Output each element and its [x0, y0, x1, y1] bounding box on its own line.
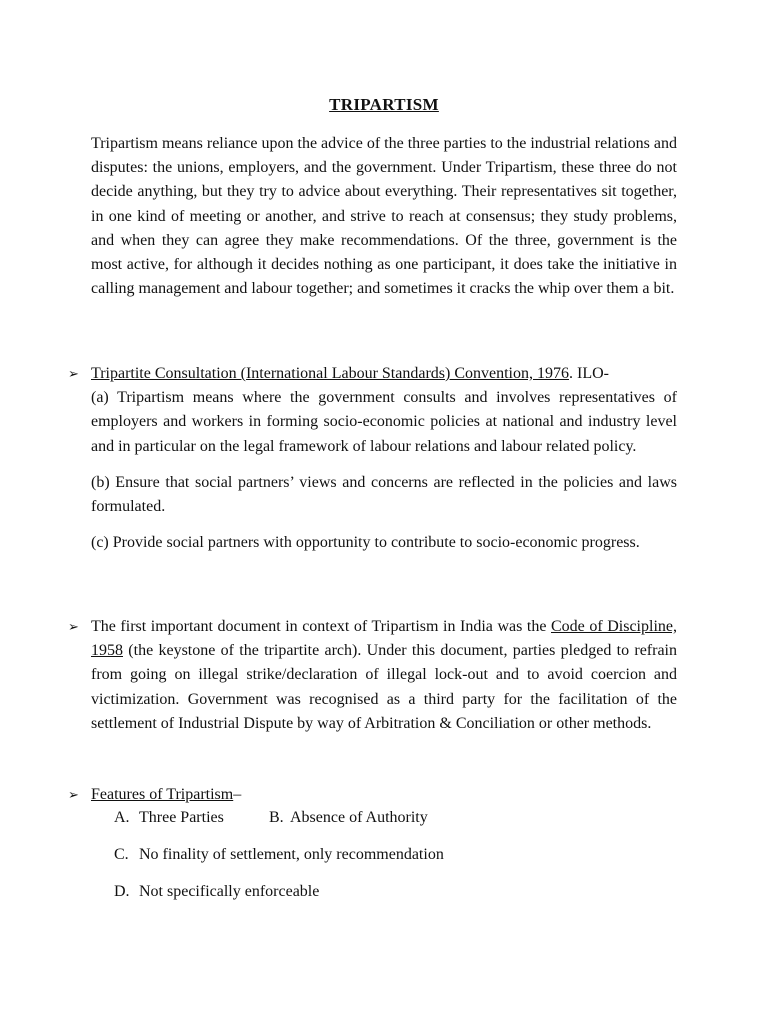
code-section [68, 615, 677, 736]
list-item [114, 843, 674, 867]
ilo-section [68, 362, 677, 555]
intro-paragraph: Tripartism means reliance upon the advice of the three parties to the industrial relations and disputes: the unions, employers, and the government. Under Tripartism, these three do not decide anything, but they try to advice about everything. Their representatives sit together, in one kind of meeting or another, and strive to reach at consensus; they study problems, and when they can agree they make recommendations. Of the three, government is the most active, for although it decides nothing as one participant, it does take the initiative in calling management and labour together; and sometimes it cracks the whip over them a bit. [91, 135, 677, 298]
page-title: TRIPARTISM [329, 95, 439, 114]
ilo-heading-suffix: . ILO- [569, 365, 609, 382]
code-of-discipline-link: Code of Discipline, 1958 [91, 618, 677, 660]
ilo-heading [91, 362, 677, 386]
code-suffix: (the keystone of the tripartite arch). Under this document, parties pledged to refrain from going on illegal strike/declaration of illegal lock-out and to avoid coercion and victimization. Government was recognised as a third party for the facilitation of the settlement of Industrial Dispute by way of Arbitration & Conciliation or other methods. [91, 642, 677, 732]
ilo-point-a: (a) Tripartism means where the government consults and involves representatives of employers and workers in forming socio-economic policies at national and industry level and in particular on the legal framework of labour relations and labour related policy. [91, 389, 677, 455]
ilo-convention-link: Tripartite Consultation (International Labour Standards) Convention, 1976 [91, 365, 569, 382]
feature-b: B. Absence of Authority [269, 809, 428, 826]
feature-c: C. No finality of settlement, only recommendation [114, 846, 444, 863]
feature-a: A. Three Parties [114, 809, 224, 826]
features-list [114, 806, 674, 904]
code-paragraph [91, 615, 677, 736]
list-item [114, 880, 674, 904]
features-heading-dash: – [233, 786, 242, 803]
features-heading-text: Features of Tripartism [91, 786, 234, 803]
features-heading [91, 783, 677, 807]
ilo-point-c: (c) Provide social partners with opportunity to contribute to socio-economic progress. [91, 534, 640, 552]
code-prefix: The first important document in context of Tripartism in India was the [91, 618, 551, 635]
ilo-point-b: (b) Ensure that social partners’ views and concerns are reflected in the policies and laws formulated. [91, 473, 677, 516]
feature-d: D. Not specifically enforceable [114, 883, 320, 900]
arrow-bullet-icon: ➢ [68, 619, 79, 634]
features-section [68, 783, 677, 807]
arrow-bullet-icon: ➢ [68, 366, 79, 381]
arrow-bullet-icon: ➢ [68, 787, 79, 802]
list-item [114, 806, 674, 830]
